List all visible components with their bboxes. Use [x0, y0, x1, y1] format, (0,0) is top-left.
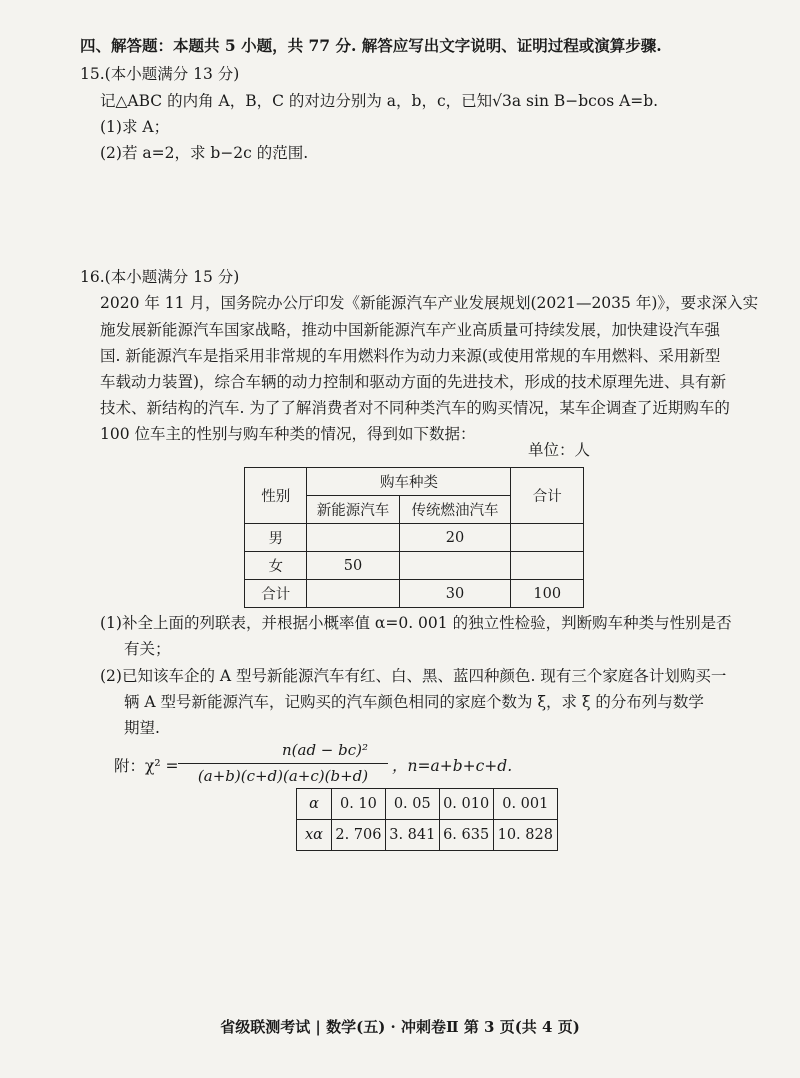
page-footer: 省级联测考试 | 数学(五) · 冲刺卷Ⅱ 第 3 页(共 4 页) [220, 1018, 580, 1036]
q16-para-line-3: 国. 新能源汽车是指采用非常规的车用燃料作为动力来源(或使用常规的车用燃料、采用新型 [100, 347, 721, 365]
q16-part1-b: 有关； [124, 640, 171, 658]
alpha-value: 0. 10 [332, 789, 386, 820]
critical-value-table [296, 788, 558, 851]
cell-total [511, 552, 584, 580]
x-value: 10. 828 [493, 820, 557, 851]
x-value: 3. 841 [385, 820, 439, 851]
table-row [245, 552, 584, 580]
x-value: 2. 706 [332, 820, 386, 851]
alpha-value: 0. 001 [493, 789, 557, 820]
unit-label: 单位：人 [528, 441, 591, 459]
alpha-value: 0. 05 [385, 789, 439, 820]
row-label: 女 [245, 552, 307, 580]
header-gender: 性别 [245, 468, 307, 524]
header-car-type: 购车种类 [307, 468, 511, 496]
section-header: 四、解答题：本题共 5 小题，共 77 分. 解答应写出文字说明、证明过程或演算步骤. [80, 36, 662, 55]
x-value: 6. 635 [439, 820, 493, 851]
q16-para-line-4: 车载动力装置)，综合车辆的动力控制和驱动方面的先进技术，形成的技术原理先进、具有新 [100, 373, 727, 391]
header-fuel: 传统燃油汽车 [399, 496, 511, 524]
alpha-value: 0. 010 [439, 789, 493, 820]
q16-para-line-1: 2020 年 11 月，国务院办公厅印发《新能源汽车产业发展规划(2021—2035 年)》，要求深入实 [100, 294, 759, 312]
cell-fuel [399, 552, 511, 580]
table-row [297, 789, 558, 820]
x-alpha-label: xα [297, 820, 332, 851]
formula-suffix: ，n=a+b+c+d. [392, 757, 513, 775]
alpha-label: α [297, 789, 332, 820]
q15-part2: (2)若 a=2，求 b−2c 的范围. [100, 144, 309, 162]
cell-total: 100 [511, 580, 584, 608]
q16-heading: 16.(本小题满分 15 分) [80, 268, 240, 286]
q16-part2-a: (2)已知该车企的 A 型号新能源汽车有红、白、黑、蓝四种颜色. 现有三个家庭各计划购买一 [100, 667, 727, 685]
q16-part2-c: 期望. [124, 719, 160, 737]
q15-part1: (1)求 A； [100, 118, 170, 136]
q15-stem: 记△ABC 的内角 A，B，C 的对边分别为 a，b，c，已知√3a sin B−bcos A=b. [100, 92, 659, 110]
header-total: 合计 [511, 468, 584, 524]
cell-fuel: 20 [399, 524, 511, 552]
q16-part1-a: (1)补全上面的列联表，并根据小概率值 α=0. 001 的独立性检验，判断购车种类与性别是否 [100, 614, 732, 632]
cell-fuel: 30 [399, 580, 511, 608]
cell-nev: 50 [307, 552, 399, 580]
q16-para-line-5: 技术、新结构的汽车. 为了了解消费者对不同种类汽车的购买情况，某车企调查了近期购车的 [100, 399, 730, 417]
contingency-table [244, 467, 584, 608]
cell-total [511, 524, 584, 552]
row-label: 男 [245, 524, 307, 552]
cell-nev [307, 580, 399, 608]
fraction-bar [178, 763, 388, 764]
q15-heading: 15.(本小题满分 13 分) [80, 65, 240, 83]
formula-prefix: 附：χ² = [114, 757, 179, 775]
q16-part2-b: 辆 A 型号新能源汽车，记购买的汽车颜色相同的家庭个数为 ξ，求 ξ 的分布列与数学 [124, 693, 704, 711]
header-nev: 新能源汽车 [307, 496, 399, 524]
formula-numerator: n(ad − bc)² [281, 741, 369, 759]
q16-para-line-2: 施发展新能源汽车国家战略，推动中国新能源汽车产业高质量可持续发展，加快建设汽车强 [100, 321, 721, 339]
formula-denominator: (a+b)(c+d)(a+c)(b+d) [197, 767, 369, 785]
cell-nev [307, 524, 399, 552]
row-label: 合计 [245, 580, 307, 608]
table-row [245, 524, 584, 552]
table-row [245, 580, 584, 608]
q16-para-line-6: 100 位车主的性别与购车种类的情况，得到如下数据： [100, 425, 476, 443]
table-row [297, 820, 558, 851]
